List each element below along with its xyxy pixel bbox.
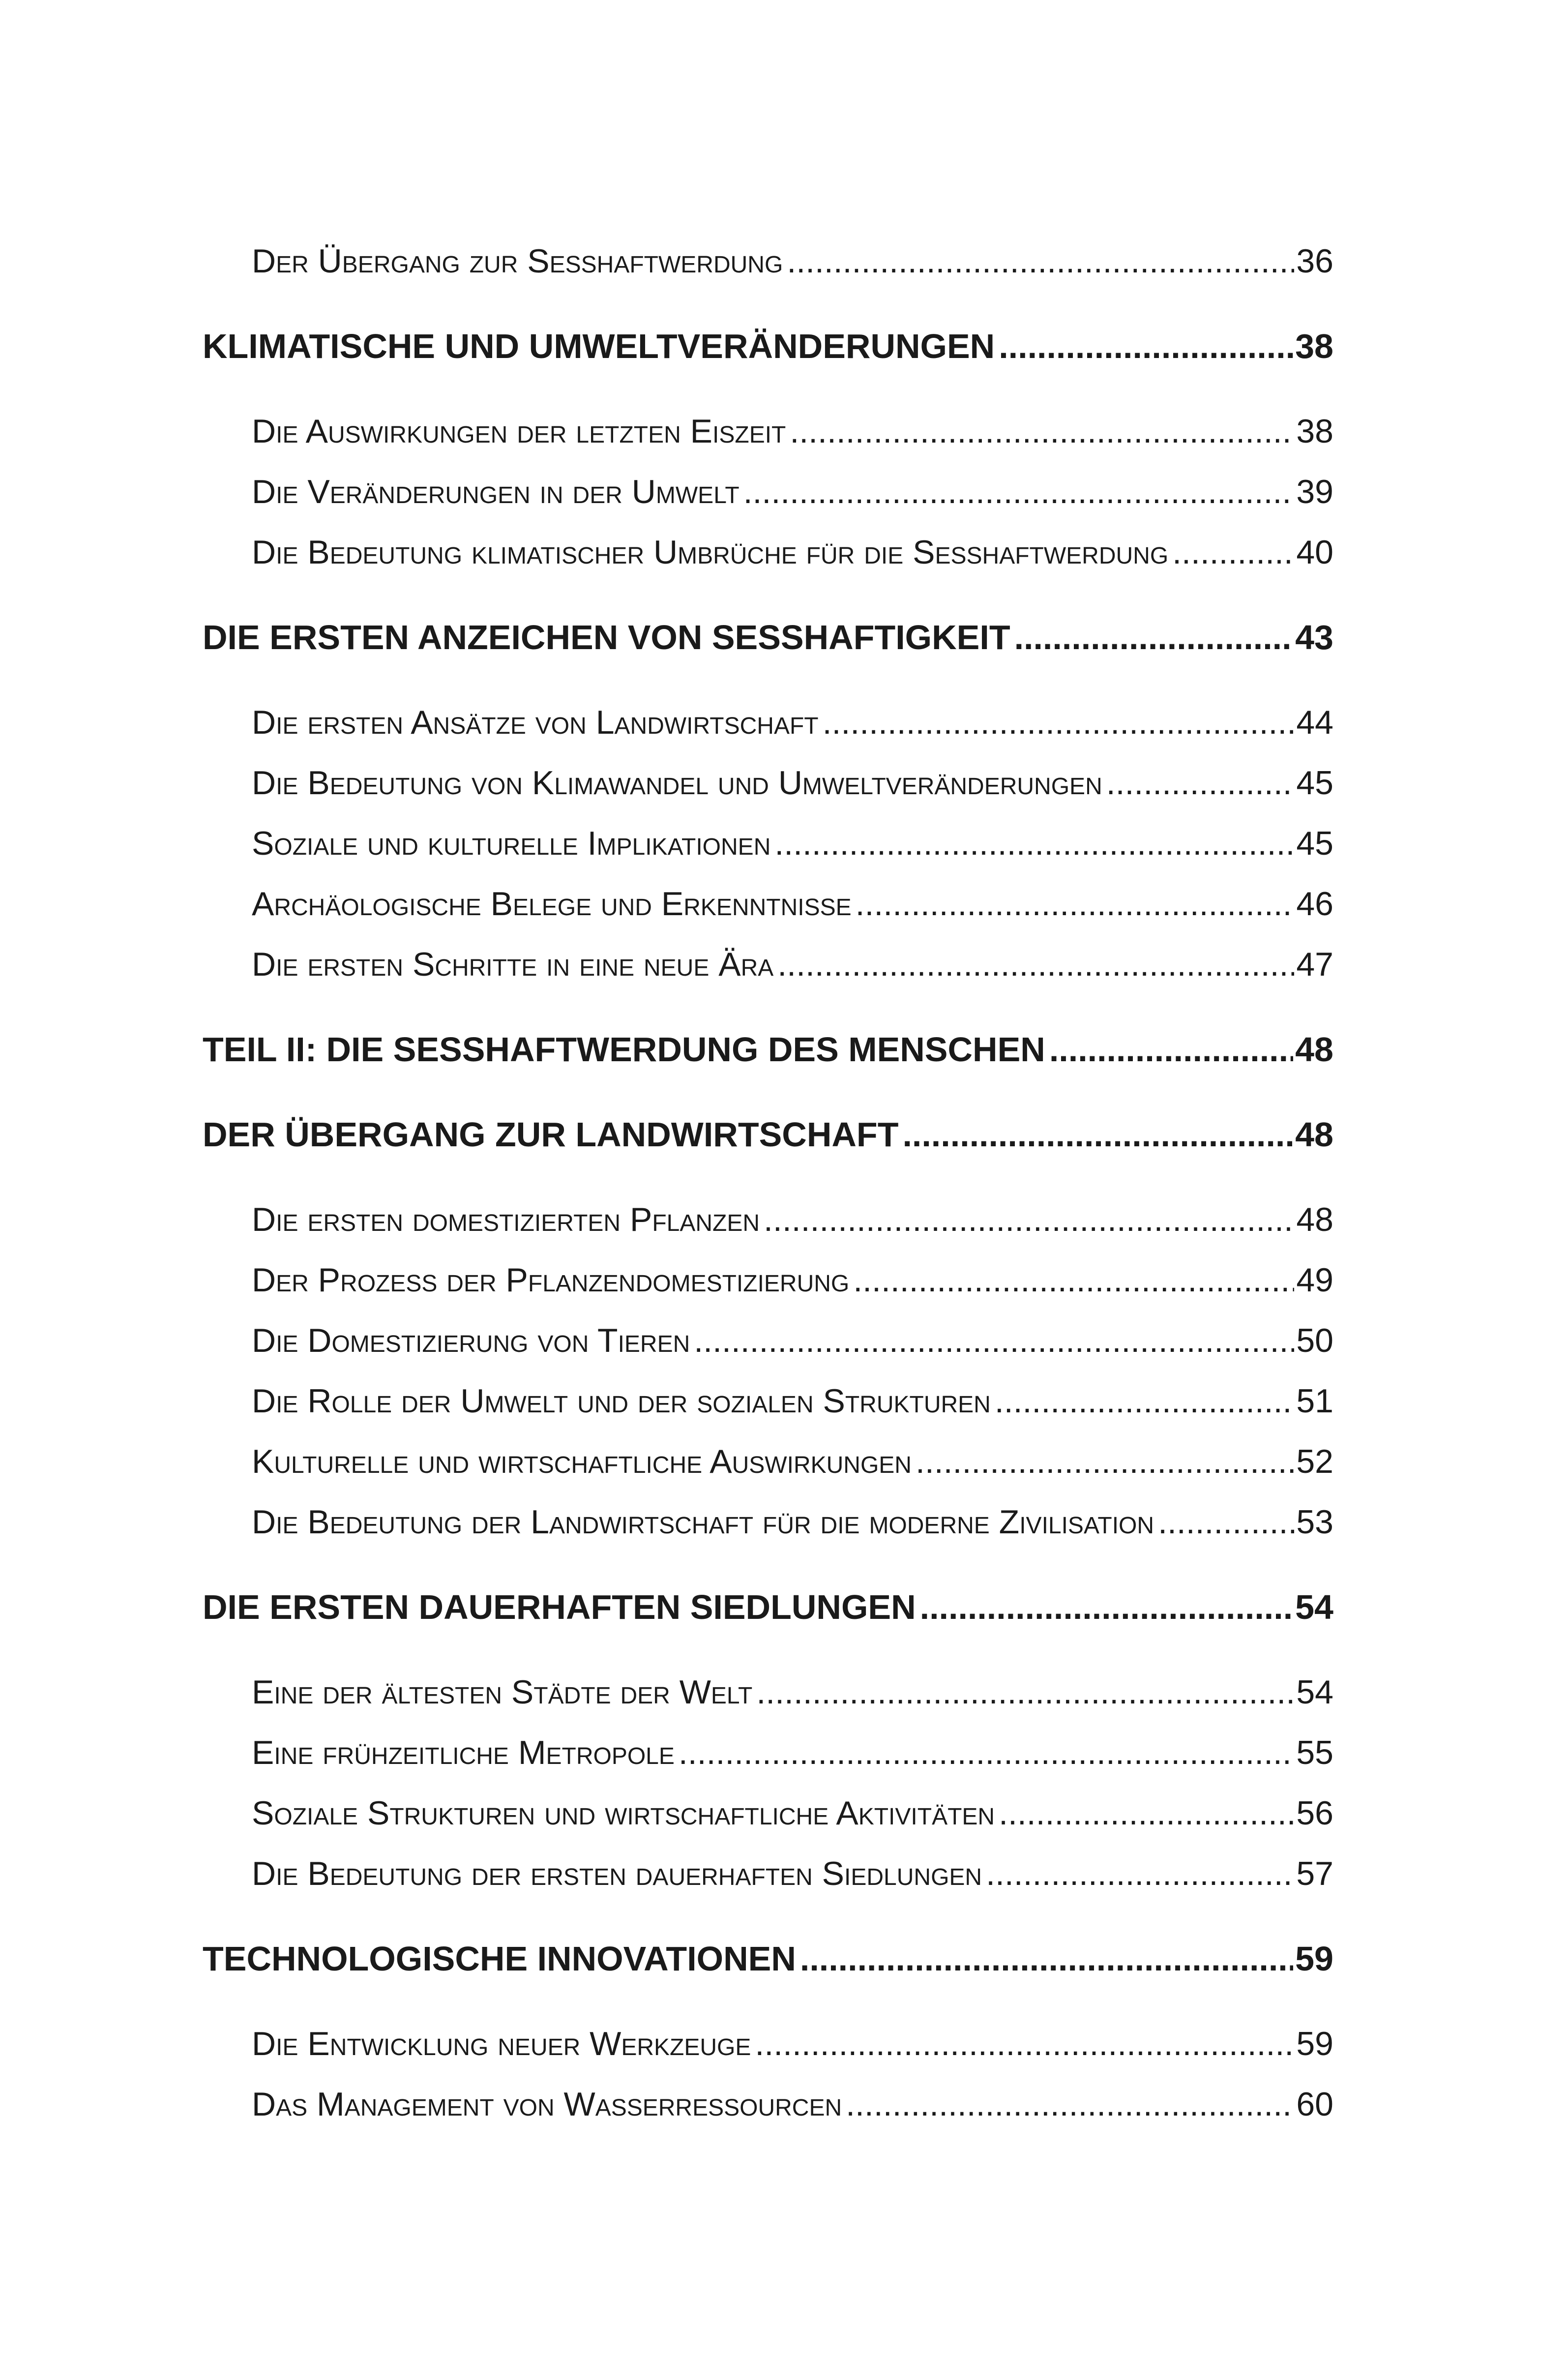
toc-entry-page: 40 [1296,534,1333,571]
toc-entry-chapter[interactable] [203,316,1333,377]
dot-leader [999,1783,1294,1844]
toc-entry-section[interactable] [252,1432,1333,1492]
toc-entry-chapter[interactable] [203,607,1333,668]
toc-entry-section[interactable] [252,1783,1333,1844]
dot-leader [800,1929,1293,1989]
toc-entry-page: 51 [1296,1382,1333,1420]
toc-entry-title: Die Rolle der Umwelt und der sozialen Strukturen [252,1382,991,1420]
toc-entry-page: 48 [1296,1201,1333,1238]
dot-leader [986,1844,1294,1904]
toc-entry-section[interactable] [252,522,1333,583]
toc-entry-section[interactable] [252,1371,1333,1432]
toc-entry-title: Das Management von Wasserressourcen [252,2086,842,2123]
dot-leader [764,1190,1294,1250]
toc-entry-title: DER ÜBERGANG ZUR LANDWIRTSCHAFT [203,1115,899,1154]
toc-entry-title: Die Bedeutung der ersten dauerhaften Siedlungen [252,1855,982,1892]
dot-leader [823,692,1295,753]
toc-entry-title: Eine frühzeitliche Metropole [252,1734,675,1771]
toc-entry-page: 53 [1296,1503,1333,1541]
toc-entry-chapter[interactable] [203,1104,1333,1165]
toc-entry-page: 45 [1296,764,1333,802]
toc-entry-section[interactable] [252,813,1333,874]
toc-entry-section[interactable] [252,1492,1333,1552]
dot-leader [774,813,1294,874]
toc-entry-section[interactable] [252,1311,1333,1371]
toc-entry-title: Soziale und kulturelle Implikationen [252,825,771,862]
toc-entry-title: Die Veränderungen in der Umwelt [252,473,740,510]
toc-entry-page: 43 [1295,618,1333,657]
toc-entry-page: 36 [1296,242,1333,280]
toc-entry-chapter[interactable] [203,1929,1333,1989]
dot-leader [1014,607,1294,668]
toc-entry-page: 59 [1295,1940,1333,1978]
toc-entry-section[interactable] [252,1662,1333,1723]
toc-entry-title: DIE ERSTEN ANZEICHEN VON SESSHAFTIGKEIT [203,618,1010,657]
dot-leader [856,874,1295,934]
toc-entry-page: 39 [1296,473,1333,510]
toc-entry-title: Die ersten domestizierten Pflanzen [252,1201,760,1238]
toc-entry-section[interactable] [252,874,1333,934]
toc-entry-section[interactable] [252,1190,1333,1250]
dot-leader [777,934,1294,995]
dot-leader [916,1432,1294,1492]
toc-entry-title: Kulturelle und wirtschaftliche Auswirkungen [252,1443,912,1480]
dot-leader [995,1371,1295,1432]
toc-entry-title: Eine der ältesten Städte der Welt [252,1673,753,1711]
toc-entry-section[interactable] [252,692,1333,753]
toc-entry-part[interactable] [203,1019,1333,1080]
dot-leader [853,1250,1294,1311]
dot-leader [920,1577,1293,1638]
toc-entry-section[interactable] [252,1723,1333,1783]
toc-entry-page: 44 [1296,704,1333,741]
toc-entry-section[interactable] [252,1250,1333,1311]
dot-leader [756,1662,1294,1723]
toc-entry-title: TEIL II: DIE SESSHAFTWERDUNG DES MENSCHEN [203,1030,1045,1069]
toc-entry-section[interactable] [252,2014,1333,2074]
toc-entry-page: 45 [1296,825,1333,862]
dot-leader [787,231,1294,292]
toc-entry-section[interactable] [252,753,1333,813]
toc-entry-page: 52 [1296,1443,1333,1480]
dot-leader [846,2074,1294,2135]
toc-entry-title: Die Domestizierung von Tieren [252,1322,690,1359]
toc-entry-title: Die Entwicklung neuer Werkzeuge [252,2025,751,2062]
toc-entry-section[interactable] [252,2074,1333,2135]
toc-entry-page: 57 [1296,1855,1333,1892]
toc-entry-section[interactable] [252,401,1333,462]
dot-leader [694,1311,1294,1371]
toc-entry-title: Archäologische Belege und Erkenntnisse [252,885,852,923]
toc-entry-title: Die Bedeutung klimatischer Umbrüche für die Sesshaftwerdung [252,534,1169,571]
toc-entry-title: Die ersten Schritte in eine neue Ära [252,946,774,983]
toc-entry-page: 55 [1296,1734,1333,1771]
dot-leader [679,1723,1294,1783]
toc-entry-page: 54 [1296,1673,1333,1711]
toc-entry-chapter[interactable] [203,1577,1333,1638]
toc-entry-title: Die Bedeutung der Landwirtschaft für die moderne Zivilisation [252,1503,1154,1541]
toc-entry-title: DIE ERSTEN DAUERHAFTEN SIEDLUNGEN [203,1588,916,1626]
toc-entry-page: 50 [1296,1322,1333,1359]
toc-entry-title: TECHNOLOGISCHE INNOVATIONEN [203,1940,796,1978]
toc-entry-title: Der Übergang zur Sesshaftwerdung [252,242,783,280]
toc-entry-section[interactable] [252,1844,1333,1904]
toc-entry-title: Der Prozess der Pflanzendomestizierung [252,1261,850,1299]
toc-entry-page: 47 [1296,946,1333,983]
dot-leader [1172,522,1294,583]
toc-entry-page: 38 [1295,327,1333,365]
toc-entry-page: 56 [1296,1794,1333,1832]
toc-entry-page: 60 [1296,2086,1333,2123]
toc-entry-section[interactable] [252,462,1333,522]
toc-entry-page: 59 [1296,2025,1333,2062]
toc-entry-title: Soziale Strukturen und wirtschaftliche Aktivitäten [252,1794,995,1832]
toc-entry-page: 46 [1296,885,1333,923]
dot-leader [755,2014,1294,2074]
toc-entry-title: Die Bedeutung von Klimawandel und Umweltveränderungen [252,764,1102,802]
table-of-contents [203,231,1333,2135]
toc-entry-page: 49 [1296,1261,1333,1299]
dot-leader [743,462,1295,522]
toc-entry-page: 48 [1295,1115,1333,1154]
toc-entry-page: 48 [1295,1030,1333,1069]
dot-leader [999,316,1293,377]
toc-entry-page: 38 [1296,413,1333,450]
toc-entry-section[interactable] [252,934,1333,995]
dot-leader [1106,753,1295,813]
toc-entry-title: Die ersten Ansätze von Landwirtschaft [252,704,819,741]
toc-entry-title: KLIMATISCHE UND UMWELTVERÄNDERUNGEN [203,327,995,365]
dot-leader [902,1104,1293,1165]
dot-leader [1049,1019,1293,1080]
toc-entry-page: 54 [1295,1588,1333,1626]
dot-leader [790,401,1294,462]
dot-leader [1158,1492,1294,1552]
toc-entry-title: Die Auswirkungen der letzten Eiszeit [252,413,786,450]
toc-entry-section[interactable] [252,231,1333,292]
